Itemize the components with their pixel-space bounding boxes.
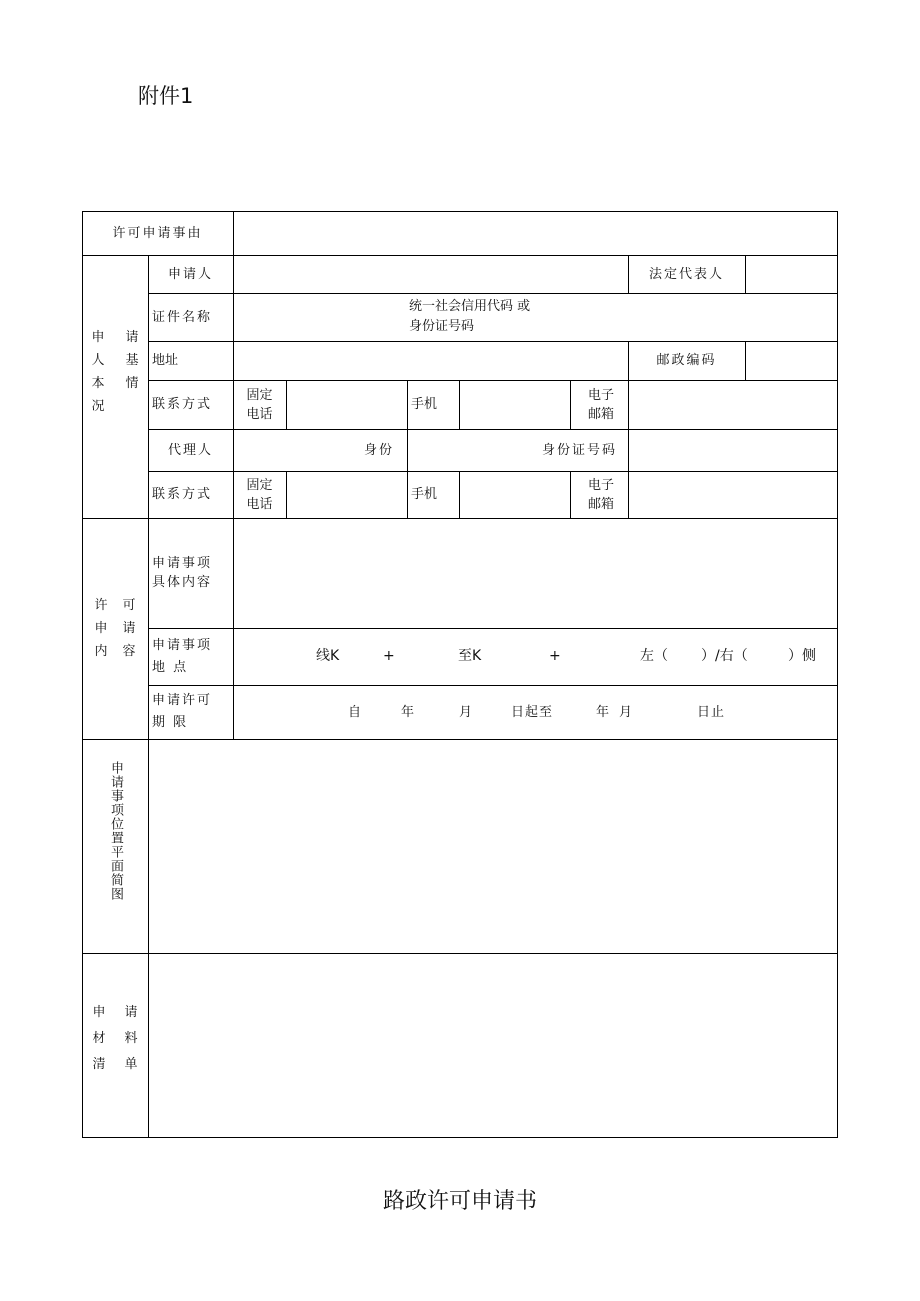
id-number-field[interactable] bbox=[628, 429, 838, 471]
cert-name-field[interactable] bbox=[233, 293, 407, 341]
email-field[interactable] bbox=[628, 380, 838, 429]
agent-field[interactable] bbox=[233, 429, 353, 471]
item-content-field[interactable] bbox=[233, 518, 838, 628]
applicant-label: 申请人 bbox=[167, 266, 213, 282]
agent-mobile-label: 手机 bbox=[411, 487, 438, 502]
mobile-field[interactable] bbox=[459, 380, 570, 429]
landline-label: 固定 电话 bbox=[246, 387, 273, 422]
basic-info-section-label: 申 请 人 基 本 情 况 bbox=[91, 330, 139, 414]
agent-email-field[interactable] bbox=[628, 471, 838, 518]
sketch-area[interactable] bbox=[148, 739, 838, 953]
agent-id-label: 身份 bbox=[364, 442, 395, 458]
mobile-label: 手机 bbox=[411, 397, 438, 412]
agent-mobile-field[interactable] bbox=[459, 471, 570, 518]
application-form bbox=[82, 211, 838, 1138]
credit-code-field[interactable] bbox=[628, 293, 838, 341]
document-title: 路政许可申请书 bbox=[382, 1189, 537, 1214]
contact-label: 联系方式 bbox=[152, 397, 213, 412]
item-location-label: 申请事项 地 点 bbox=[152, 637, 213, 675]
applicant-field[interactable] bbox=[233, 255, 628, 293]
reason-field[interactable] bbox=[233, 211, 838, 255]
id-number-label: 身份证号码 bbox=[542, 442, 618, 458]
materials-label: 申 请 材 料 清 单 bbox=[92, 1005, 138, 1072]
email-label: 电子 邮箱 bbox=[587, 387, 614, 422]
agent-label: 代理人 bbox=[167, 442, 213, 458]
agent-landline-label: 固定 电话 bbox=[246, 477, 273, 512]
postcode-label: 邮政编码 bbox=[656, 353, 717, 368]
reason-label: 许可申请事由 bbox=[112, 225, 203, 241]
materials-area[interactable] bbox=[148, 953, 838, 1137]
legal-rep-label: 法定代表人 bbox=[648, 266, 724, 282]
address-field[interactable] bbox=[233, 341, 628, 380]
item-content-label: 申请事项 具体内容 bbox=[152, 556, 213, 590]
agent-email-label: 电子 邮箱 bbox=[587, 477, 614, 512]
content-section-label: 许 可 申 请 内 容 bbox=[94, 597, 136, 659]
landline-field[interactable] bbox=[286, 380, 407, 429]
cert-name-label: 证件名称 bbox=[152, 309, 213, 325]
address-label: 地址 bbox=[152, 353, 179, 368]
agent-contact-label: 联系方式 bbox=[152, 487, 213, 502]
sketch-label: 申请事项位置平面简图 bbox=[108, 761, 123, 901]
postcode-field[interactable] bbox=[745, 341, 838, 380]
attachment-label: 附件1 bbox=[138, 84, 194, 108]
period-label: 申请许可 期 限 bbox=[152, 693, 213, 730]
item-location-field[interactable]: 线K + 至K + 左（ ）/右（ ）侧 bbox=[316, 648, 816, 664]
period-field[interactable]: 自 年 月 日起至 年 月 日止 bbox=[348, 705, 726, 720]
agent-id-type-field[interactable] bbox=[407, 429, 537, 471]
credit-code-label: 统一社会信用代码 或 身份证号码 bbox=[409, 299, 531, 334]
agent-landline-field[interactable] bbox=[286, 471, 407, 518]
legal-rep-field[interactable] bbox=[745, 255, 838, 293]
